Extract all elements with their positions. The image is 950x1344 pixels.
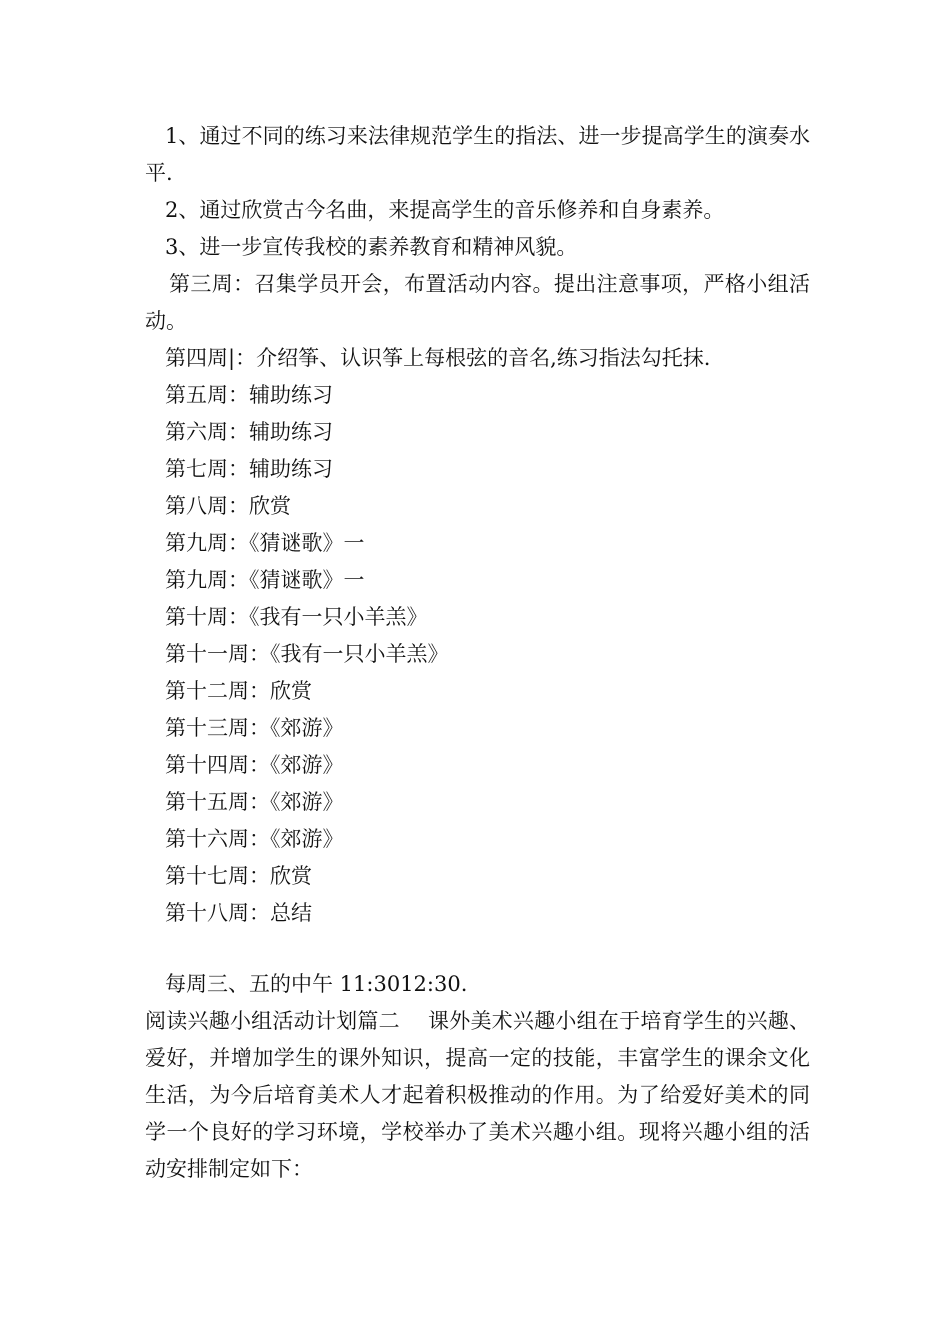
schedule-week-10: 第十周：《我有一只小羊羔》	[165, 605, 428, 629]
time-note: 每周三、五的中午 11:3012:30.	[165, 972, 468, 996]
schedule-week-17: 第十七周：欣赏	[165, 864, 312, 888]
schedule-week-4: 第四周|：介绍筝、认识筝上每根弦的音名,练习指法勾托抹.	[165, 346, 711, 370]
goal-2: 2、通过欣赏古今名曲，来提高学生的音乐修养和自身素养。	[165, 198, 725, 222]
schedule-week-6: 第六周：辅助练习	[165, 420, 333, 444]
schedule-week-9b: 第九周：《猜谜歌》一	[165, 568, 365, 592]
goal-1: 1、通过不同的练习来法律规范学生的指法、进一步提高学生的演奏水平.	[145, 124, 810, 185]
schedule-week-15: 第十五周：《郊游》	[165, 790, 344, 814]
plan-part-two: 阅读兴趣小组活动计划篇二 课外美术兴趣小组在于培育学生的兴趣、爱好，并增加学生的课外知识，提高一定的技能，丰富学生的课余文化生活，为今后培育美术人才起着积极推动的作用。为了给爱好美术的同学一个良好的学习环境，学校举办了美术兴趣小组。现将兴趣小组的活动安排制定如下：	[145, 1009, 810, 1181]
schedule-week-12: 第十二周：欣赏	[165, 679, 312, 703]
schedule-week-9a: 第九周：《猜谜歌》一	[165, 531, 365, 555]
schedule-week-7: 第七周：辅助练习	[165, 457, 333, 481]
paragraph-gap	[145, 932, 810, 966]
goal-3: 3、进一步宣传我校的素养教育和精神风貌。	[165, 235, 578, 259]
schedule-week-16: 第十六周：《郊游》	[165, 827, 344, 851]
schedule-week-18: 第十八周：总结	[165, 901, 312, 925]
schedule-week-8: 第八周：欣赏	[165, 494, 291, 518]
schedule-week-11: 第十一周：《我有一只小羊羔》	[165, 642, 449, 666]
schedule-week-14: 第十四周：《郊游》	[165, 753, 344, 777]
schedule-week-5: 第五周：辅助练习	[165, 383, 333, 407]
schedule-week-3: 第三周：召集学员开会，布置活动内容。提出注意事项，严格小组活动。	[145, 272, 810, 333]
document-body	[145, 118, 810, 1188]
schedule-week-13: 第十三周：《郊游》	[165, 716, 344, 740]
